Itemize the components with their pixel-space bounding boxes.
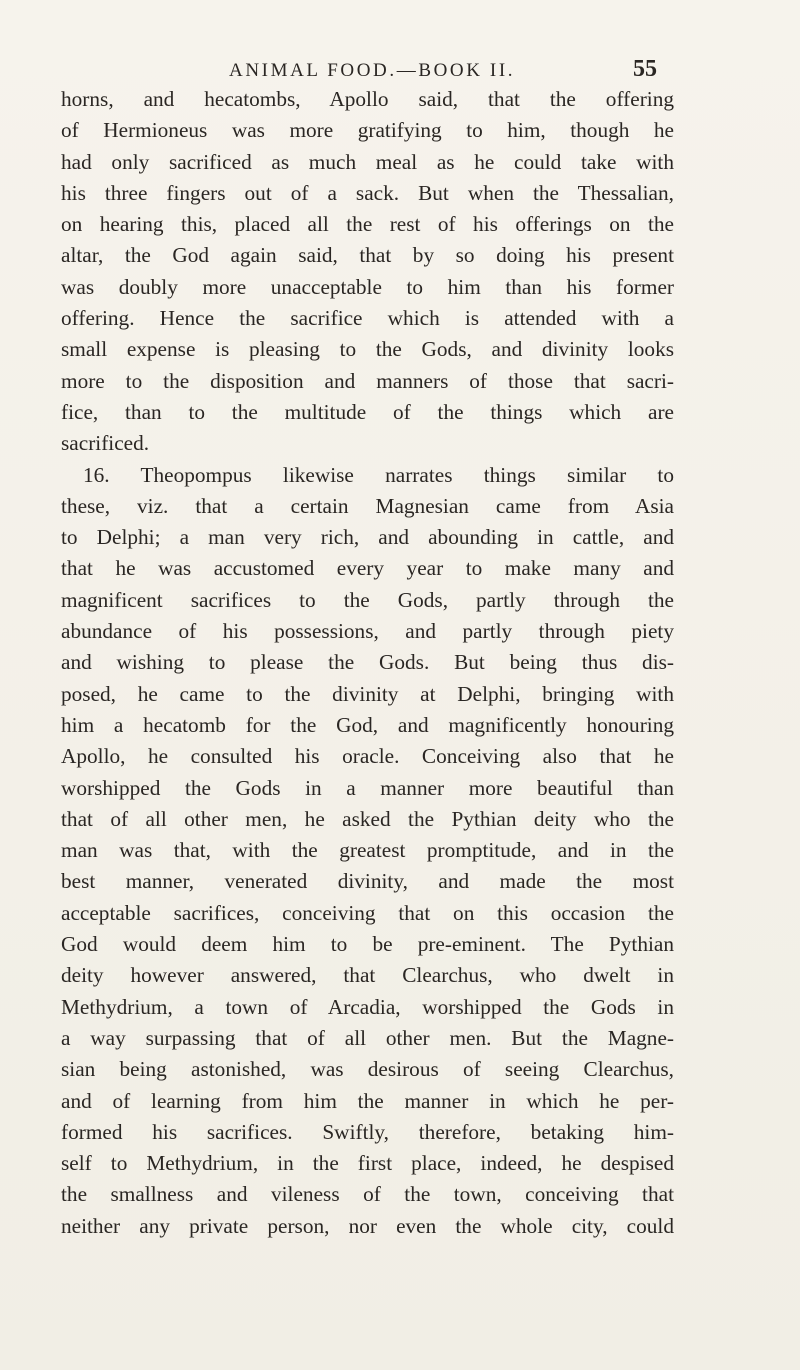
text-line: Apollo, he consulted his oracle. Conceiving also that he	[61, 744, 674, 769]
text-line: sian being astonished, was desirous of seeing Clearchus,	[61, 1057, 674, 1082]
text-line: that of all other men, he asked the Pythian deity who the	[61, 806, 674, 831]
text-line: self to Methydrium, in the first place, indeed, he despised	[61, 1151, 674, 1176]
text-line: formed his sacrifices. Swiftly, therefore, betaking him-	[61, 1119, 674, 1144]
body-text	[61, 84, 674, 1242]
text-line: posed, he came to the divinity at Delphi, bringing with	[61, 681, 674, 706]
text-line: offering. Hence the sacrifice which is attended with a	[61, 306, 674, 331]
text-line: abundance of his possessions, and partly through piety	[61, 619, 674, 644]
text-line: neither any private person, nor even the whole city, could	[61, 1213, 674, 1238]
text-line: sacrificed.	[61, 431, 150, 456]
text-line: him a hecatomb for the God, and magnificently honouring	[61, 712, 674, 737]
text-line: and of learning from him the manner in which he per-	[61, 1088, 674, 1113]
text-line: these, viz. that a certain Magnesian came from Asia	[61, 493, 674, 518]
text-line: horns, and hecatombs, Apollo said, that the offering	[61, 87, 674, 111]
text-line: small expense is pleasing to the Gods, and divinity looks	[61, 337, 674, 362]
text-line: was doubly more unacceptable to him than his former	[61, 274, 674, 299]
page-number: 55	[633, 56, 657, 82]
text-line: more to the disposition and manners of those that sacri-	[61, 368, 674, 393]
text-line: God would deem him to be pre-eminent. The Pythian	[61, 932, 674, 957]
text-line: acceptable sacrifices, conceiving that on this occasion the	[61, 900, 674, 925]
paragraph-16-start: 16. Theopompus likewise narrates things similar to	[83, 462, 674, 487]
text-line: that he was accustomed every year to make many and	[61, 556, 674, 581]
text-line: to Delphi; a man very rich, and abounding in cattle, and	[61, 525, 674, 550]
text-line: the smallness and vileness of the town, conceiving that	[61, 1182, 674, 1207]
text-line: of Hermioneus was more gratifying to him, though he	[61, 118, 674, 143]
text-line: his three fingers out of a sack. But when the Thessalian,	[61, 180, 674, 205]
text-line: fice, than to the multitude of the things which are	[61, 399, 674, 424]
text-line: altar, the God again said, that by so doing his present	[61, 243, 674, 268]
text-line: best manner, venerated divinity, and made the most	[61, 869, 674, 894]
text-line: had only sacrificed as much meal as he could take with	[61, 149, 674, 174]
running-head-title: ANIMAL FOOD.—BOOK II.	[229, 60, 516, 81]
text-line: man was that, with the greatest promptitude, and in the	[61, 838, 674, 863]
text-line: Methydrium, a town of Arcadia, worshipped the Gods in	[61, 994, 674, 1019]
text-line: and wishing to please the Gods. But being thus dis-	[61, 650, 674, 675]
text-line: a way surpassing that of all other men. But the Magne-	[61, 1025, 674, 1050]
text-line: deity however answered, that Clearchus, who dwelt in	[61, 963, 674, 988]
text-line: on hearing this, placed all the rest of his offerings on the	[61, 212, 674, 237]
text-line: magnificent sacrifices to the Gods, partly through the	[61, 587, 674, 612]
text-line: worshipped the Gods in a manner more beautiful than	[61, 775, 674, 800]
